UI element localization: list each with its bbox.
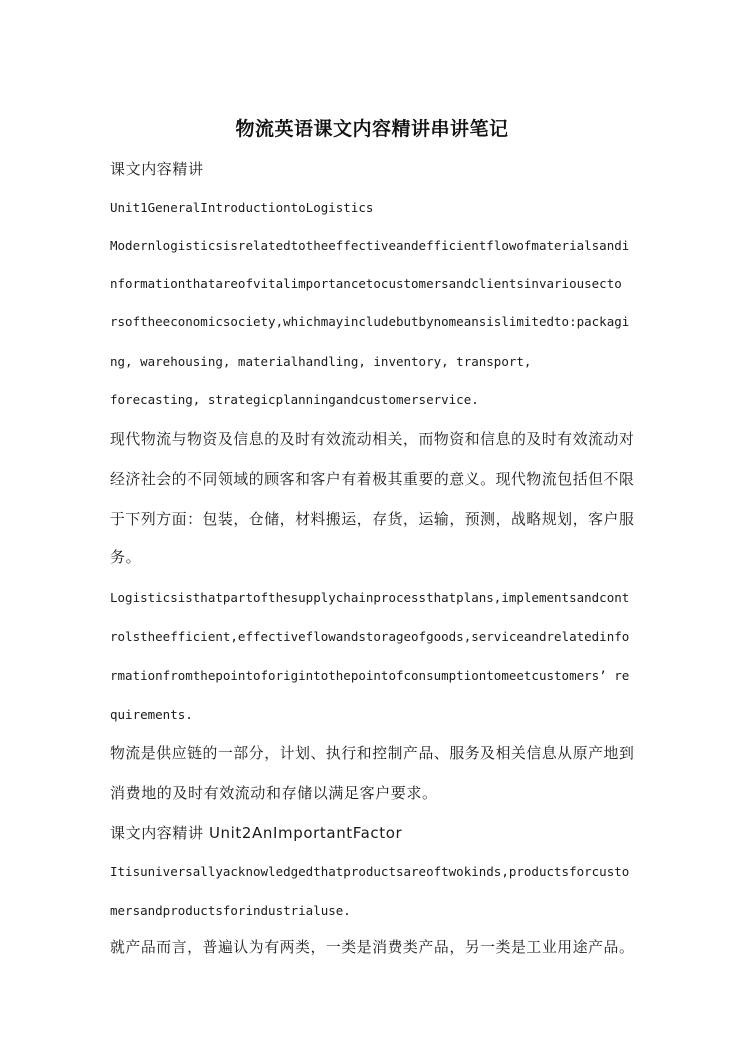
paragraph-line: 就产品而言，普遍认为有两类，一类是消费类产品，另一类是工业用途产品。 <box>110 938 635 956</box>
paragraph-line: rmationfromthepointoforigintothepointofconsumptiontomeetcustomers’ re <box>110 668 630 683</box>
paragraph-line: 物流是供应链的一部分，计划、执行和控制产品、服务及相关信息从原产地到 <box>110 744 635 762</box>
document-title: 物流英语课文内容精讲串讲笔记 <box>235 118 509 140</box>
paragraph-line: Modernlogisticsisrelatedtotheeffectiveandefficientflowofmaterialsandi <box>110 238 630 253</box>
paragraph-line: quirements. <box>110 707 193 722</box>
paragraph-line: 务。 <box>110 548 142 566</box>
paragraph-line: forecasting, strategicplanningandcustomerservice. <box>110 392 479 407</box>
paragraph-line: 现代物流与物资及信息的及时有效流动相关，而物资和信息的及时有效流动对 <box>110 430 635 448</box>
paragraph-line: ng, warehousing, materialhandling, inventory, transport, <box>110 354 532 369</box>
paragraph-line: rsoftheeconomicsociety,whichmayincludebutbynomeansislimitedto:packagi <box>110 314 630 329</box>
unit-heading: 课文内容精讲 Unit2AnImportantFactor <box>110 824 403 842</box>
unit-heading: Unit1GeneralIntroductiontoLogistics <box>110 200 374 215</box>
section-heading: 课文内容精讲 <box>110 160 204 178</box>
paragraph-line: Logisticsisthatpartofthesupplychainprocessthatplans,implementsandcont <box>110 590 630 605</box>
paragraph-line: Itisuniversallyacknowledgedthatproductsareoftwokinds,productsforcusto <box>110 864 630 879</box>
paragraph-line: nformationthatareofvitalimportancetocustomersandclientsinvariousecto <box>110 276 622 291</box>
paragraph-line: rolstheefficient,effectiveflowandstorageofgoods,serviceandrelatedinfo <box>110 629 630 644</box>
paragraph-line: 消费地的及时有效流动和存储以满足客户要求。 <box>110 784 438 802</box>
paragraph-line: 经济社会的不同领域的顾客和客户有着极其重要的意义。现代物流包括但不限 <box>110 470 635 488</box>
paragraph-line: mersandproductsforindustrialuse. <box>110 903 351 918</box>
paragraph-line: 于下列方面：包装，仓储，材料搬运，存货，运输，预测，战略规划，客户服 <box>110 510 635 528</box>
